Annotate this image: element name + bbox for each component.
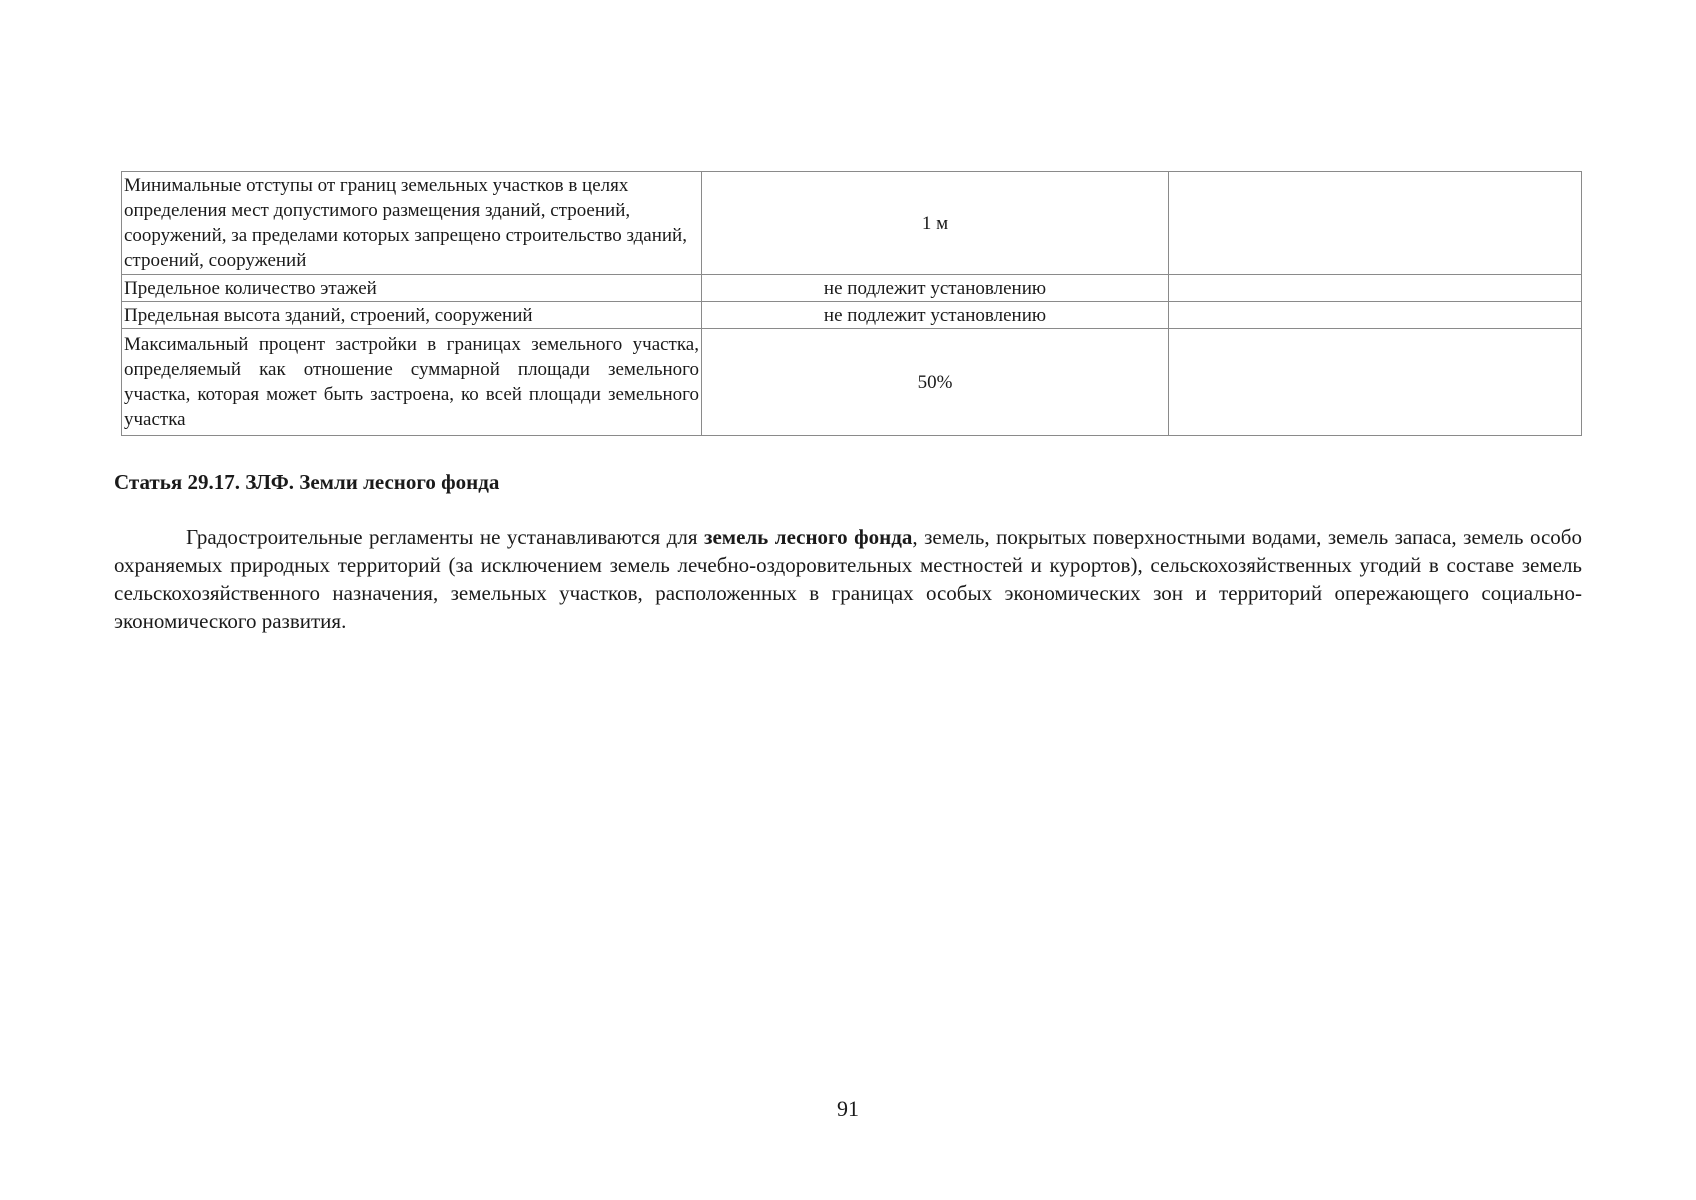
note-cell [1169, 302, 1582, 329]
table-row [122, 329, 1582, 436]
value-cell: не подлежит установлению [702, 302, 1169, 329]
parameter-cell: Минимальные отступы от границ земельных участков в целях определения мест допустимого размещения зданий, строений, сооружений, за пределами которых запрещено строительство зданий, строений, сооружений [122, 172, 702, 275]
note-cell [1169, 172, 1582, 275]
parameter-cell: Максимальный процент застройки в границах земельного участка, определяемый как отношение суммарной площади земельного участка, которая может быть застроена, ко всей площади земельного участка [122, 329, 702, 436]
article-title: Статья 29.17. ЗЛФ. Земли лесного фонда [114, 470, 500, 494]
article-paragraph [114, 523, 1582, 635]
page-number: 91 [837, 1096, 859, 1121]
paragraph-text-start: Градостроительные регламенты не устанавливаются для [186, 525, 705, 549]
paragraph-bold-term: земель лесного фонда [704, 525, 913, 549]
parameter-cell: Предельное количество этажей [122, 275, 702, 302]
paragraph-text-end: , земель, покрытых поверхностными водами, земель запаса, земель особо охраняемых природных территорий (за исключением земель лечебно-оздоровительных местностей и курортов), сельскохозяйственных угодий в составе земель сельскохозяйственного назначения, земельных участков, расположенных в границах особых экономических зон и территорий опережающего социально-экономического развития. [114, 525, 1582, 633]
note-cell [1169, 329, 1582, 436]
table-row [122, 275, 1582, 302]
parameter-cell: Предельная высота зданий, строений, сооружений [122, 302, 702, 329]
table-row [122, 172, 1582, 275]
value-cell: 50% [702, 329, 1169, 436]
table-row [122, 302, 1582, 329]
value-cell: 1 м [702, 172, 1169, 275]
value-cell: не подлежит установлению [702, 275, 1169, 302]
note-cell [1169, 275, 1582, 302]
regulations-table [121, 171, 1582, 436]
